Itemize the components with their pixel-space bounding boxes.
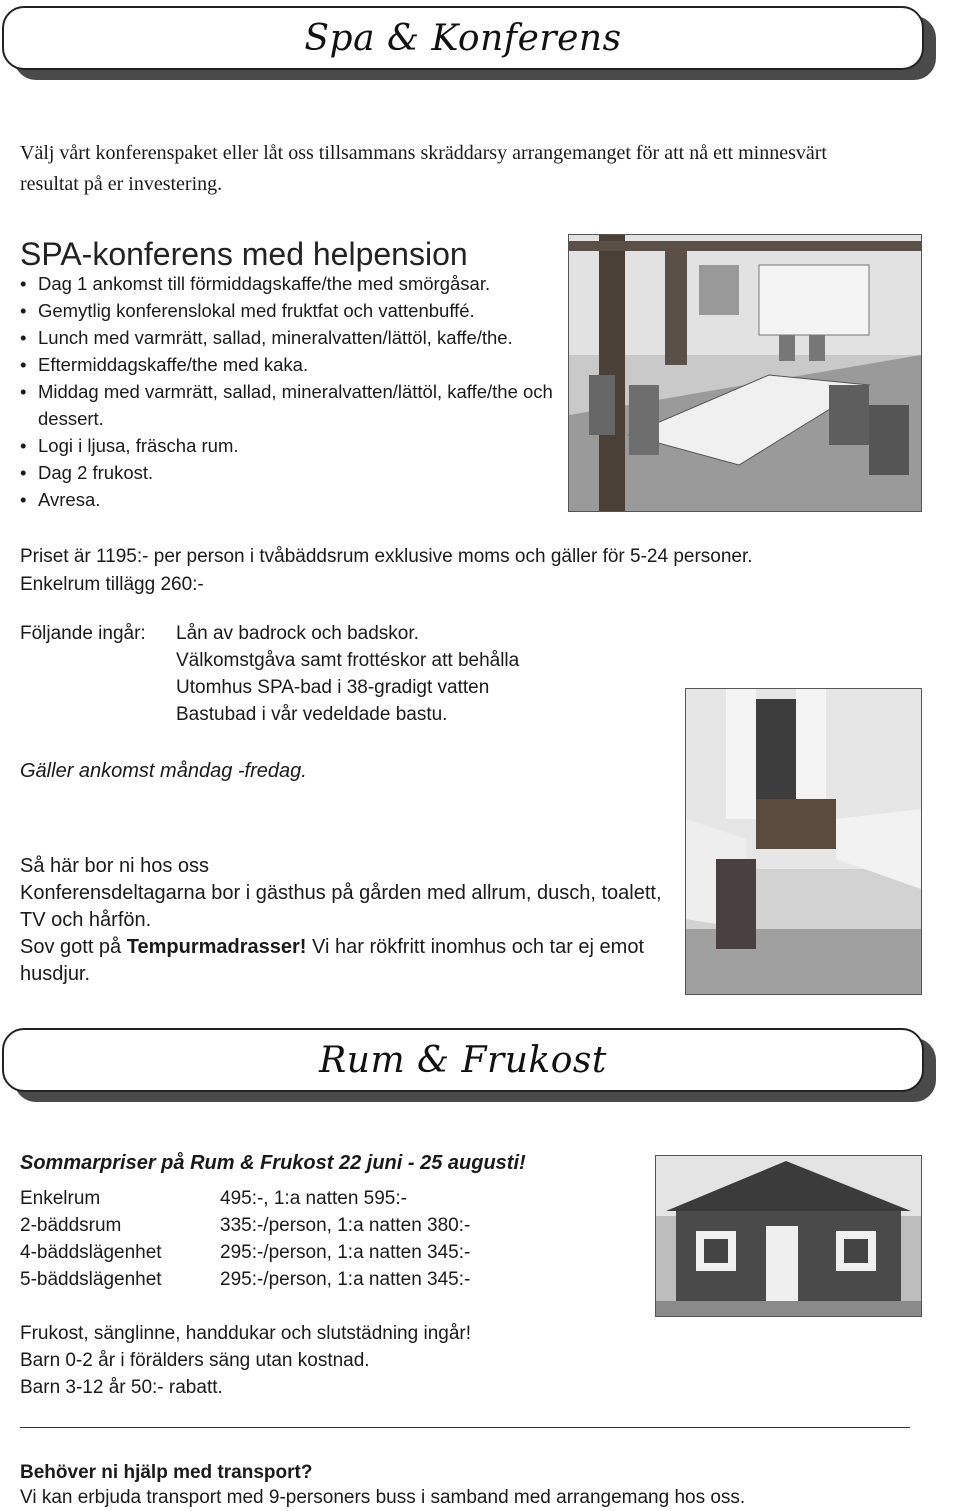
table-row xyxy=(20,1185,470,1212)
summer-heading: Sommarpriser på Rum & Frukost 22 juni - 25 augusti! xyxy=(20,1152,526,1174)
table-row xyxy=(20,1266,470,1293)
list-item: • Logi i ljusa, fräscha rum. xyxy=(20,432,580,459)
list-item: • Gemytlig konferenslokal med fruktfat och vattenbuffé. xyxy=(20,297,580,324)
spa-heading: SPA-konferens med helpension xyxy=(20,236,468,272)
extras-line: Barn 3-12 år 50:- rabatt. xyxy=(20,1377,223,1398)
extras-line: Frukost, sänglinne, handdukar och slutstädning ingår! xyxy=(20,1323,471,1344)
list-item: Välkomstgåva samt frottéskor att behålla xyxy=(176,650,520,671)
list-item: • Eftermiddagskaffe/the med kaka. xyxy=(20,351,580,378)
rum-frukost-banner xyxy=(2,1028,924,1092)
tempur-highlight: Tempurmadrasser! xyxy=(126,936,307,958)
stay-line2-pre: Sov gott på xyxy=(20,936,127,958)
table-row xyxy=(20,1239,470,1266)
list-item: Utomhus SPA-bad i 38-gradigt vatten xyxy=(176,677,490,698)
list-item: Bastubad i vår vedeldade bastu. xyxy=(176,704,448,725)
divider xyxy=(20,1427,910,1428)
transport-answer: Vi kan erbjuda transport med 9-personers buss i samband med arrangemang hos oss. xyxy=(20,1487,746,1508)
list-item: • Lunch med varmrätt, sallad, mineralvatten/lättöl, kaffe/the. xyxy=(20,324,580,351)
price-line: Priset är 1195:- per person i tvåbäddsrum exklusive moms och gäller för 5-24 personer. xyxy=(20,546,753,567)
extras-line: Barn 0-2 år i förälders säng utan kostnad. xyxy=(20,1350,370,1371)
rates-table xyxy=(20,1185,470,1293)
bedroom-photo xyxy=(685,688,922,995)
spa-konferens-title: Spa & Konferens xyxy=(304,17,622,59)
valid-note: Gäller ankomst måndag -fredag. xyxy=(20,760,307,782)
transport-question: Behöver ni hjälp med transport? xyxy=(20,1462,313,1483)
intro-text: Välj vårt konferenspaket eller låt oss tillsammans skräddarsy arrangemanget för att nå ett minnesvärt resultat på er investering. xyxy=(20,142,827,195)
extras-block xyxy=(20,1320,660,1401)
list-item: Lån av badrock och badskor. xyxy=(176,623,419,644)
list-item: • Dag 2 frukost. xyxy=(20,459,580,486)
room-type: 2-bäddsrum xyxy=(20,1215,122,1236)
room-type: 4-bäddslägenhet xyxy=(20,1242,162,1263)
included-label: Följande ingår: xyxy=(20,623,146,644)
spa-package-list xyxy=(20,270,580,513)
room-price: 335:-/person, 1:a natten 380:- xyxy=(220,1215,471,1236)
stay-block xyxy=(20,853,670,988)
room-price: 295:-/person, 1:a natten 345:- xyxy=(220,1269,471,1290)
conference-room-photo xyxy=(568,234,922,512)
included-list xyxy=(176,620,656,728)
cabin-photo xyxy=(655,1155,922,1317)
room-type: 5-bäddslägenhet xyxy=(20,1269,162,1290)
list-item: • Dag 1 ankomst till förmiddagskaffe/the med smörgåsar. xyxy=(20,270,580,297)
stay-line1: Konferensdeltagarna bor i gästhus på gården med allrum, dusch, toalett, TV och hårfön. xyxy=(20,882,662,931)
room-type: Enkelrum xyxy=(20,1188,101,1209)
list-item: • Avresa. xyxy=(20,486,580,513)
stay-heading: Så här bor ni hos oss xyxy=(20,855,209,877)
single-supplement: Enkelrum tillägg 260:- xyxy=(20,574,204,595)
room-price: 495:-, 1:a natten 595:- xyxy=(220,1188,407,1209)
spa-konferens-banner xyxy=(2,6,924,70)
room-price: 295:-/person, 1:a natten 345:- xyxy=(220,1242,471,1263)
rum-frukost-title: Rum & Frukost xyxy=(319,1039,607,1081)
stay-line2-post: Vi har rökfritt inomhus och tar ej emot husdjur. xyxy=(20,936,645,985)
list-item: • Middag med varmrätt, sallad, mineralvatten/lättöl, kaffe/the och dessert. xyxy=(20,378,580,432)
stay-line2 xyxy=(20,934,670,988)
table-row xyxy=(20,1212,470,1239)
